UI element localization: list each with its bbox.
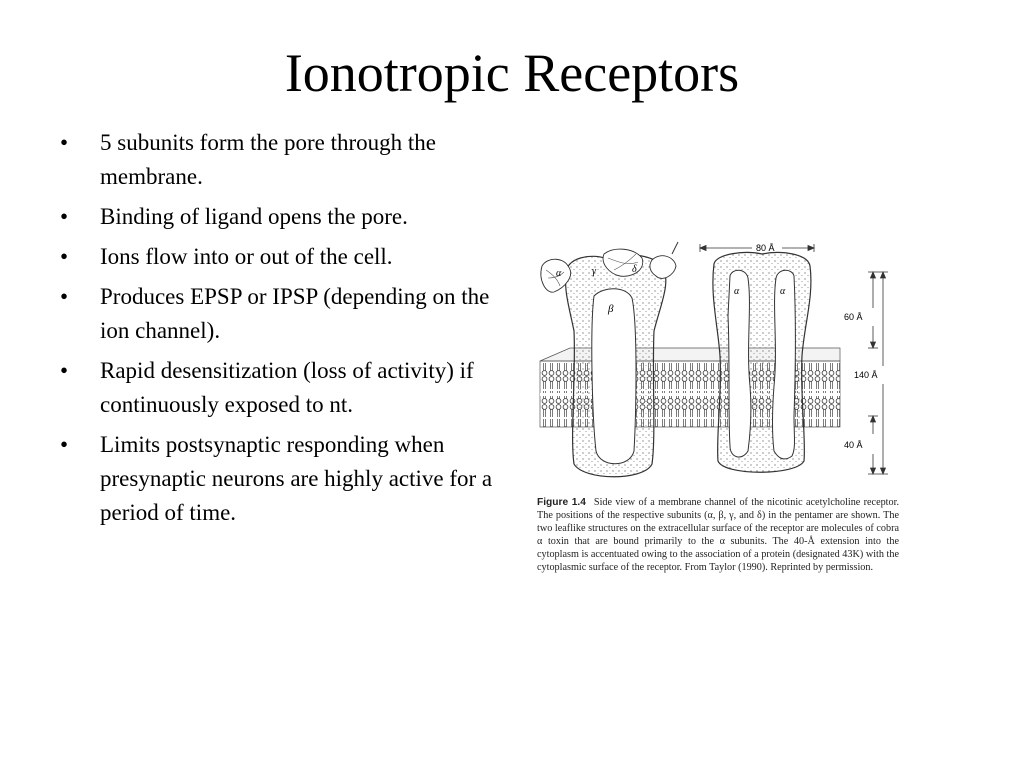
bottom-height-label: 40 Å: [844, 440, 863, 450]
caption-label: Figure 1.4: [537, 497, 586, 508]
bullet-marker: •: [60, 204, 69, 229]
subunit-label-alpha: α: [780, 286, 786, 297]
total-height-label: 140 Å: [854, 370, 878, 380]
top-height-label: 60 Å: [844, 312, 863, 322]
subunit-label-alpha: α: [734, 286, 740, 297]
bullet-marker: •: [60, 244, 69, 269]
bullet-marker: •: [60, 284, 69, 309]
bullet-item: [60, 354, 500, 422]
bullet-text: Rapid desensitization (loss of activity) if continuously exposed to nt.: [100, 358, 474, 417]
subunit-label-beta: β: [608, 303, 614, 315]
figure-caption: [537, 496, 899, 574]
bullet-item: [60, 280, 500, 348]
receptor-illustration: [534, 236, 904, 491]
receptor-figure: [534, 236, 904, 596]
bullet-marker: •: [60, 432, 69, 457]
bullet-text: 5 subunits form the pore through the membrane.: [100, 130, 437, 189]
subunit-label-gamma: γ: [592, 266, 596, 277]
receptor-cross-section: [713, 252, 811, 472]
bullet-list: [60, 126, 500, 536]
width-label: 80 Å: [756, 243, 775, 253]
bullet-marker: •: [60, 130, 69, 155]
bullet-text: Limits postsynaptic responding when presynaptic neurons are highly active for a period of time.: [100, 432, 493, 525]
subunit-label-alpha: α: [556, 268, 562, 279]
bullet-item: [60, 240, 500, 274]
bullet-marker: •: [60, 358, 69, 383]
subunit-label-delta: δ: [632, 264, 637, 275]
bullet-item: [60, 200, 500, 234]
bullet-text: Ions flow into or out of the cell.: [100, 244, 393, 269]
bullet-item: [60, 126, 500, 194]
caption-text: Side view of a membrane channel of the nicotinic acetylcholine receptor. The positions of the respective subunits (α, β, γ, and δ) in the pentamer are shown. The two leaflike structures on the extracellular surface of the receptor are molecules of cobra α toxin that are bound primarily to the α subunits. The 40-Å extension into the cytoplasm is accentuated owing to the association of a protein (designated 43K) with the cytoplasmic surface of the receptor. From Taylor (1990). Reprinted by permission.: [537, 497, 899, 573]
slide-title: Ionotropic Receptors: [284, 43, 740, 103]
bullet-item: [60, 428, 500, 530]
bullet-text: Binding of ligand opens the pore.: [100, 204, 408, 229]
bullet-text: Produces EPSP or IPSP (depending on the ion channel).: [100, 284, 490, 343]
